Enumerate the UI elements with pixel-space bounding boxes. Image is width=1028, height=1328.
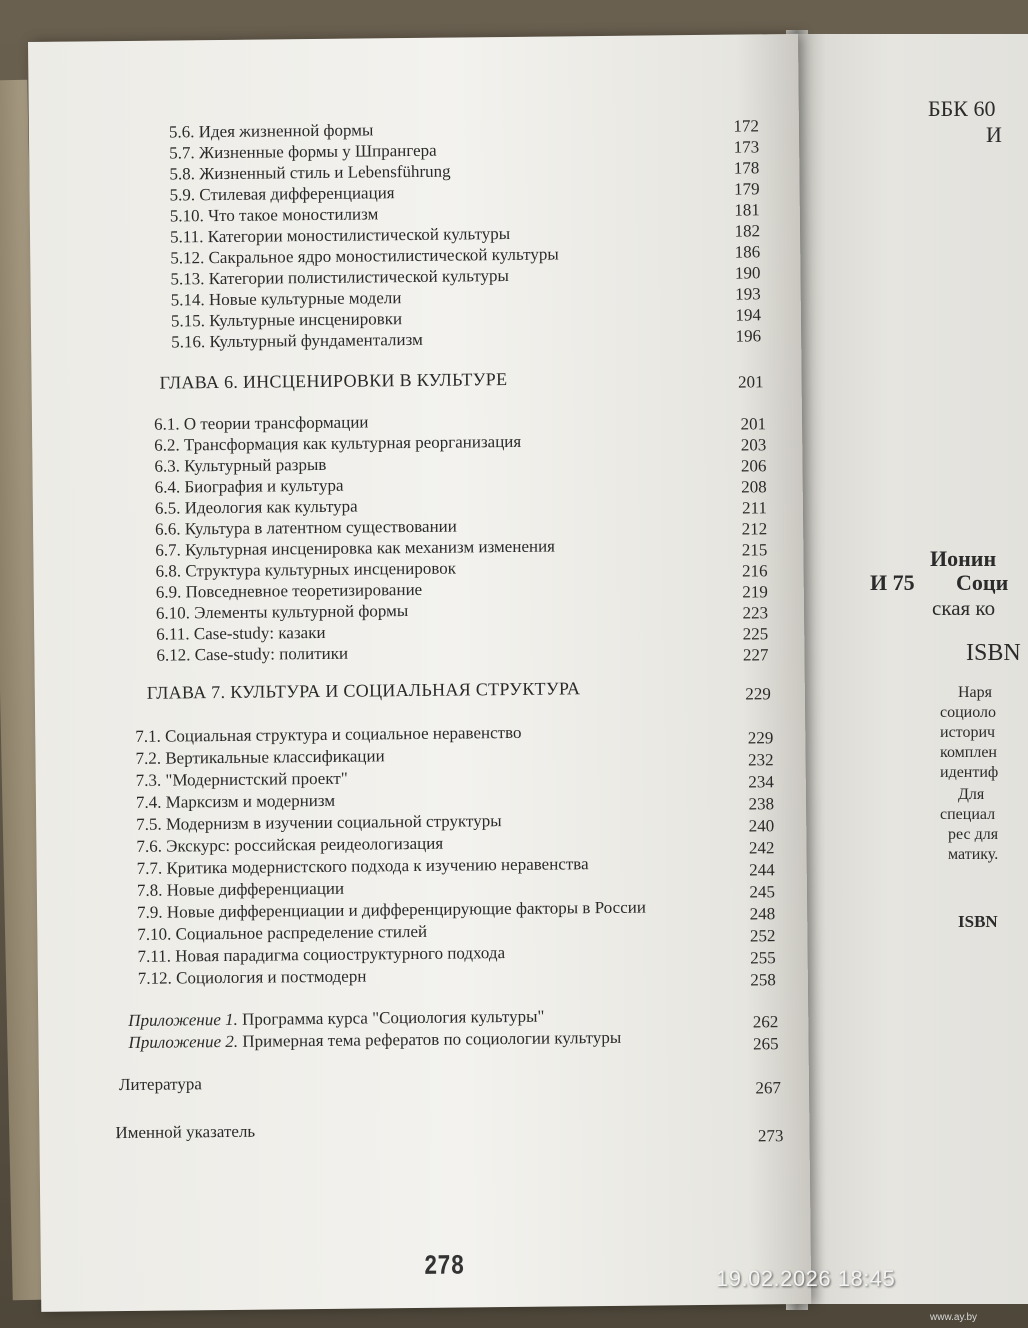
toc-entry: 7.8. Новые дифференциации (136, 878, 345, 900)
appendix-prefix: Приложение 1. (128, 1009, 238, 1031)
bbk-code-2: И (986, 122, 1002, 147)
annotation-line: идентиф (940, 764, 999, 781)
toc-page-number: 240 (748, 816, 775, 836)
appendix-entry (128, 1028, 621, 1053)
toc-entry: 7.2. Вертикальные классификации (135, 746, 385, 768)
left-page (28, 34, 811, 1312)
isbn-bottom: ISBN (958, 912, 998, 931)
toc-entry: 6.10. Элементы культурной формы (155, 601, 409, 623)
toc-page-number: 208 (741, 477, 767, 497)
toc-page-number: 248 (749, 904, 776, 924)
annotation-line: Для (958, 786, 985, 803)
toc-entry: 5.8. Жизненный стиль и Lebensführung (169, 161, 451, 184)
toc-page-number: 193 (735, 284, 761, 304)
toc-entry: 6.12. Case-study: политики (156, 643, 349, 665)
toc-entry: 6.4. Биография и культура (154, 475, 344, 497)
toc-page-number: 201 (740, 414, 767, 434)
toc-page-number: 186 (734, 242, 761, 262)
toc-page-number: 252 (749, 926, 776, 946)
toc-entry: 7.11. Новая парадигма социоструктурного подхода (137, 943, 506, 966)
toc-entry: 7.6. Экскурс: российская реидеологизация (136, 833, 444, 856)
toc-page-number: 238 (748, 794, 775, 814)
toc-page-number: 258 (750, 970, 776, 990)
annotation-line: комплен (940, 744, 997, 761)
toc-page-number: 172 (733, 116, 760, 136)
isbn-label: ISBN (966, 640, 1021, 666)
toc-page-number: 216 (741, 561, 768, 581)
toc-entry: 5.12. Сакральное ядро моностилистической культуры (170, 244, 559, 268)
chapter-heading: ГЛАВА 6. ИНСЦЕНИРОВКИ В КУЛЬТУРЕ (159, 368, 508, 393)
toc-entry: 6.5. Идеология как культура (154, 496, 358, 518)
annotation-line: историч (940, 724, 996, 741)
appendix-label: Программа курса "Социология культуры" (237, 1006, 545, 1029)
toc-page-number: 219 (742, 582, 768, 602)
toc-entry: 7.7. Критика модернистского подхода к изучению неравенства (136, 854, 589, 878)
toc-page-number: 196 (735, 326, 762, 346)
chapter-heading: ГЛАВА 7. КУЛЬТУРА И СОЦИАЛЬНАЯ СТРУКТУРА (146, 678, 581, 703)
toc-page-number: 206 (740, 456, 767, 476)
toc-page-number: 215 (741, 540, 768, 560)
toc-page-number: 245 (749, 882, 776, 902)
toc-page-number: 244 (749, 860, 775, 880)
toc-entry: 7.9. Новые дифференциации и дифференцирующие факторы в России (137, 897, 646, 922)
toc-page-number: 182 (734, 221, 761, 241)
toc-entry: 5.11. Категории моностилистической культуры (169, 223, 511, 247)
toc-page-number: 211 (741, 498, 768, 518)
subtitle-fragment: ская ко (932, 596, 996, 620)
toc-entry: 5.15. Культурные инсценировки (170, 309, 403, 331)
toc-entry: 5.14. Новые культурные модели (170, 288, 402, 310)
toc-page-number: 234 (748, 772, 774, 792)
toc-entry: 7.12. Социология и постмодерн (137, 966, 367, 988)
toc-entry: 5.10. Что такое моностилизм (169, 204, 379, 226)
catalog-code: И 75 (870, 570, 915, 595)
toc-entry: 7.5. Модернизм в изучении социальной структуры (136, 811, 502, 834)
toc-entry: 5.16. Культурный фундаментализм (171, 329, 423, 352)
appendix-prefix: Приложение 2. (128, 1031, 239, 1053)
toc-entry: 6.6. Культура в латентном существовании (155, 516, 457, 539)
back-matter-entry: Именной указатель (115, 1121, 256, 1143)
toc-entry: 5.13. Категории полистилистической культуры (170, 265, 509, 289)
toc-page-number: 255 (750, 948, 776, 968)
right-page (798, 34, 1028, 1304)
toc-page-number: 225 (742, 624, 769, 644)
author-name: Ионин (930, 546, 997, 571)
toc-page-number: 179 (733, 179, 760, 199)
toc-page-number: 223 (742, 603, 769, 623)
toc-entry: 6.2. Трансформация как культурная реорганизация (154, 431, 522, 455)
toc-entry: 6.8. Структура культурных инсценировок (155, 558, 457, 581)
annotation-line: рес для (948, 826, 999, 843)
toc-entry: 7.4. Марксизм и модернизм (135, 790, 336, 812)
annotation-line: специал (940, 806, 996, 823)
title-fragment: Соци (956, 570, 1009, 595)
toc-page-number: 181 (734, 200, 760, 220)
toc-entry: 6.1. О теории трансформации (153, 412, 369, 434)
toc-entry: 5.9. Стилевая дифференциация (169, 183, 395, 205)
toc-page-number: 178 (733, 158, 760, 178)
toc-entry: 7.1. Социальная структура и социальное неравенство (135, 722, 522, 746)
toc-page-number: 229 (747, 728, 774, 748)
toc-entry: 7.3. "Модернистский проект" (135, 768, 348, 790)
table-of-contents (28, 34, 811, 1312)
toc-entry: 6.3. Культурный разрыв (154, 454, 327, 476)
toc-entry: 5.6. Идея жизненной формы (168, 120, 374, 142)
toc-page-number: 232 (747, 750, 774, 770)
back-matter-entry: Литература (118, 1074, 202, 1095)
toc-page-number: 173 (733, 137, 760, 157)
site-watermark: www.ay.by (930, 1312, 978, 1323)
toc-entry: 5.7. Жизненные формы у Шпрангера (169, 140, 437, 163)
toc-page-number: 194 (735, 305, 761, 325)
toc-page-number: 265 (752, 1034, 779, 1054)
toc-page-number: 242 (748, 838, 775, 858)
toc-page-number: 203 (740, 435, 767, 455)
annotation-line: социоло (940, 704, 996, 721)
toc-page-number: 273 (757, 1126, 784, 1146)
toc-page-number: 262 (752, 1012, 779, 1032)
photo-timestamp: 19.02.2026 18:45 (716, 1266, 896, 1291)
bbk-code: ББК 60 (928, 96, 996, 121)
page-folio-number: 278 (423, 1251, 465, 1283)
annotation-line: матику. (948, 846, 999, 863)
annotation-line: Наря (958, 684, 993, 701)
toc-page-number: 212 (741, 519, 768, 539)
appendix-entry (128, 1007, 544, 1031)
toc-page-number: 227 (742, 645, 769, 665)
toc-page-number: 229 (745, 684, 771, 704)
toc-entry: 6.9. Повседневное теоретизирование (155, 579, 423, 602)
toc-entry: 7.10. Социальное распределение стилей (137, 921, 428, 944)
toc-page-number: 201 (738, 372, 764, 392)
toc-page-number: 267 (755, 1078, 782, 1098)
toc-entry: 6.7. Культурная инсценировка как механизм изменения (155, 536, 556, 560)
toc-entry: 6.11. Case-study: казаки (156, 622, 326, 644)
appendix-label: Примерная тема рефератов по социологии культуры (237, 1027, 622, 1051)
toc-page-number: 190 (734, 263, 761, 283)
